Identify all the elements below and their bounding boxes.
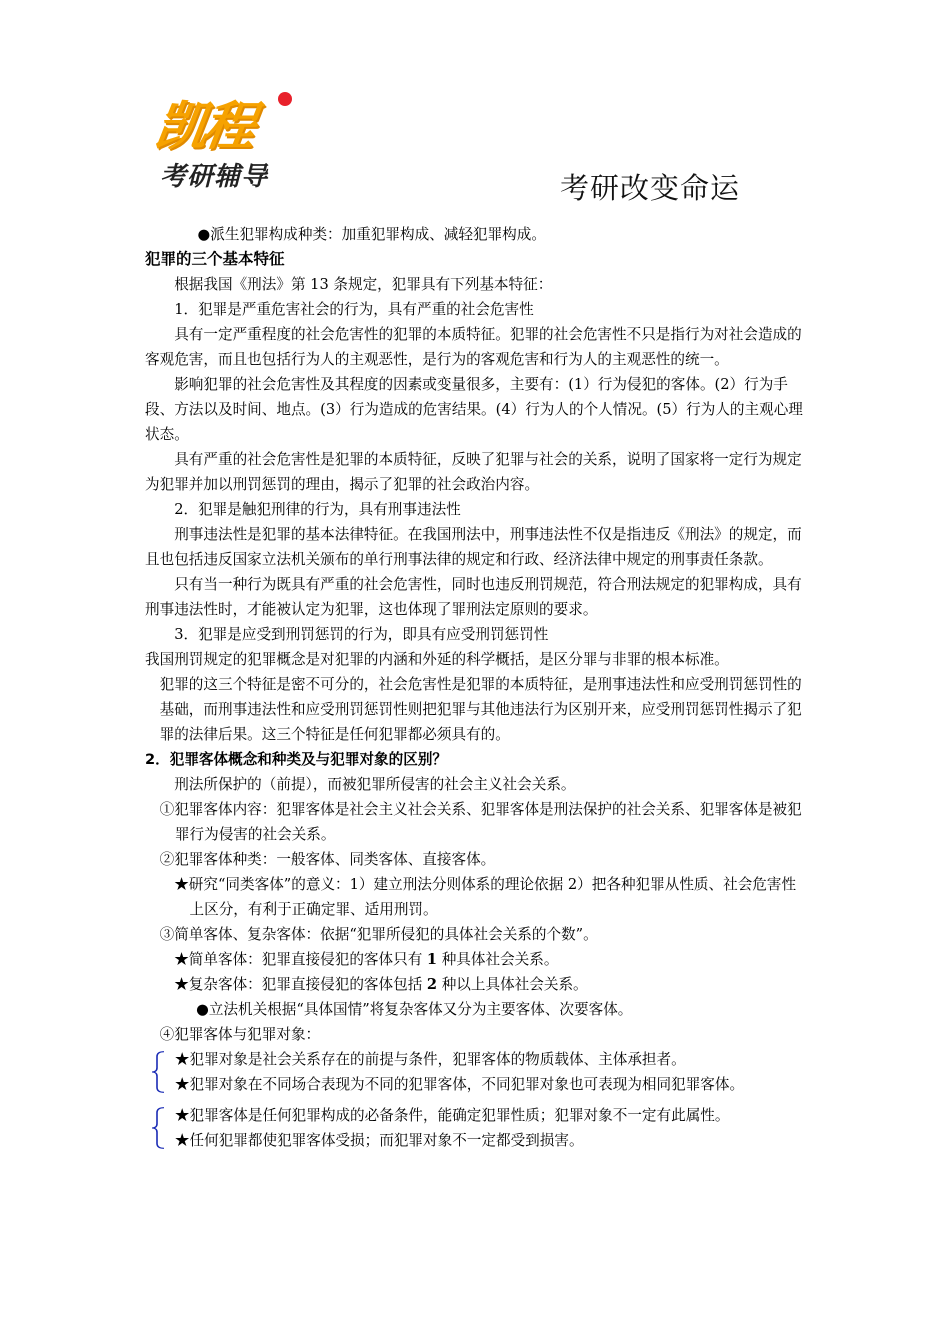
text: 种以上具体社会关系。	[437, 976, 588, 993]
paragraph: 根据我国《刑法》第 13 条规定，犯罪具有下列基本特征：	[174, 276, 553, 293]
feature-1-title: 1．犯罪是严重危害社会的行为，具有严重的社会危害性	[174, 301, 534, 318]
list-item	[145, 972, 810, 997]
list-item: ★犯罪对象是社会关系存在的前提与条件，犯罪客体的物质载体、主体承担者。	[174, 1051, 686, 1068]
header-slogan: 考研改变命运	[560, 171, 741, 205]
list-item: ①犯罪客体内容：犯罪客体是社会主义社会关系、犯罪客体是刑法保护的社会关系、犯罪客体是被犯罪行为侵害的社会关系。	[159, 801, 802, 843]
paragraph: 影响犯罪的社会危害性及其程度的因素或变量很多，主要有：(1）行为侵犯的客体。(2）行为手段、方法以及时间、地点。(3）行为造成的危害结果。(4）行为人的个人情况。(5）行为人的主观心理状态。	[145, 376, 803, 443]
logo-subtitle: 考研辅导	[160, 162, 269, 192]
list-item: ★犯罪对象在不同场合表现为不同的犯罪客体，不同犯罪对象也可表现为相同犯罪客体。	[174, 1076, 745, 1093]
list-item	[145, 947, 810, 972]
brand-logo	[150, 84, 300, 194]
logo-dot-icon	[278, 92, 292, 106]
paragraph: 刑事违法性是犯罪的基本法律特征。在我国刑法中，刑事违法性不仅是指违反《刑法》的规定，而且也包括违反国家立法机关颁布的单行刑事法律的规定和行政、经济法律中规定的刑事责任条款。	[145, 526, 802, 568]
feature-2-title: 2．犯罪是触犯刑律的行为，具有刑事违法性	[174, 501, 461, 518]
feature-3-title: 3．犯罪是应受到刑罚惩罚的行为，即具有应受刑罚惩罚性	[174, 626, 549, 643]
text: 种具体社会关系。	[437, 951, 559, 968]
brace-icon	[151, 1051, 165, 1093]
list-item: ③简单客体、复杂客体：依据“犯罪所侵犯的具体社会关系的个数”。	[159, 926, 598, 943]
text: ★简单客体：犯罪直接侵犯的客体只有	[174, 951, 427, 968]
paragraph: 我国刑罚规定的犯罪概念是对犯罪的内涵和外延的科学概括，是区分罪与非罪的根本标准。	[145, 651, 729, 668]
paragraph: 具有一定严重程度的社会危害性的犯罪的本质特征。犯罪的社会危害性不只是指行为对社会造成的客观危害，而且也包括行为人的主观恶性，是行为的客观危害和行为人的主观恶性的统一。	[145, 326, 802, 368]
text: ★复杂客体：犯罪直接侵犯的客体包括	[174, 976, 427, 993]
paragraph: 具有严重的社会危害性是犯罪的本质特征，反映了犯罪与社会的关系，说明了国家将一定行为规定为犯罪并加以刑罚惩罚的理由，揭示了犯罪的社会政治内容。	[145, 451, 802, 493]
comparison-group-1	[145, 1047, 810, 1097]
list-item: ④犯罪客体与犯罪对象：	[159, 1026, 321, 1043]
number: 1	[426, 951, 438, 968]
section-heading-crime-features: 犯罪的三个基本特征	[145, 250, 285, 268]
paragraph	[145, 672, 810, 747]
document-body	[145, 222, 810, 1153]
paragraph-text: 犯罪的这三个特征是密不可分的，社会危害性是犯罪的本质特征，是刑事违法性和应受刑罚惩罚性的基础，而刑事违法性和应受刑罚惩罚性则把犯罪与其他违法行为区别开来，应受刑罚惩罚性揭示了犯罪的法律后果。这三个特征是任何犯罪都必须具有的。	[159, 676, 802, 743]
paragraph: 只有当一种行为既具有严重的社会危害性，同时也违反刑罚规范，符合刑法规定的犯罪构成，具有刑事违法性时，才能被认定为犯罪，这也体现了罪刑法定原则的要求。	[145, 576, 802, 618]
list-item: ●立法机关根据“具体国情”将复杂客体又分为主要客体、次要客体。	[196, 1001, 633, 1018]
list-item: ②犯罪客体种类：一般客体、同类客体、直接客体。	[159, 851, 496, 868]
number: 2	[426, 976, 438, 993]
logo-title: 凯程	[151, 97, 256, 157]
brace-icon	[151, 1107, 165, 1149]
section-heading-crime-object: 2．犯罪客体概念和种类及与犯罪对象的区别？	[145, 751, 448, 768]
derived-crime-types: ●派生犯罪构成种类：加重犯罪构成、减轻犯罪构成。	[197, 226, 546, 243]
list-item: ★任何犯罪都使犯罪客体受损；而犯罪对象不一定都受到损害。	[174, 1132, 584, 1149]
comparison-group-2	[145, 1103, 810, 1153]
paragraph: 刑法所保护的（前提），而被犯罪所侵害的社会主义社会关系。	[174, 776, 576, 793]
list-item: ★犯罪客体是任何犯罪构成的必备条件，能确定犯罪性质；犯罪对象不一定有此属性。	[174, 1107, 730, 1124]
list-item: ★研究“同类客体”的意义：1）建立刑法分则体系的理论依据 2）把各种犯罪从性质、社会危害性上区分，有利于正确定罪、适用刑罚。	[174, 876, 797, 918]
